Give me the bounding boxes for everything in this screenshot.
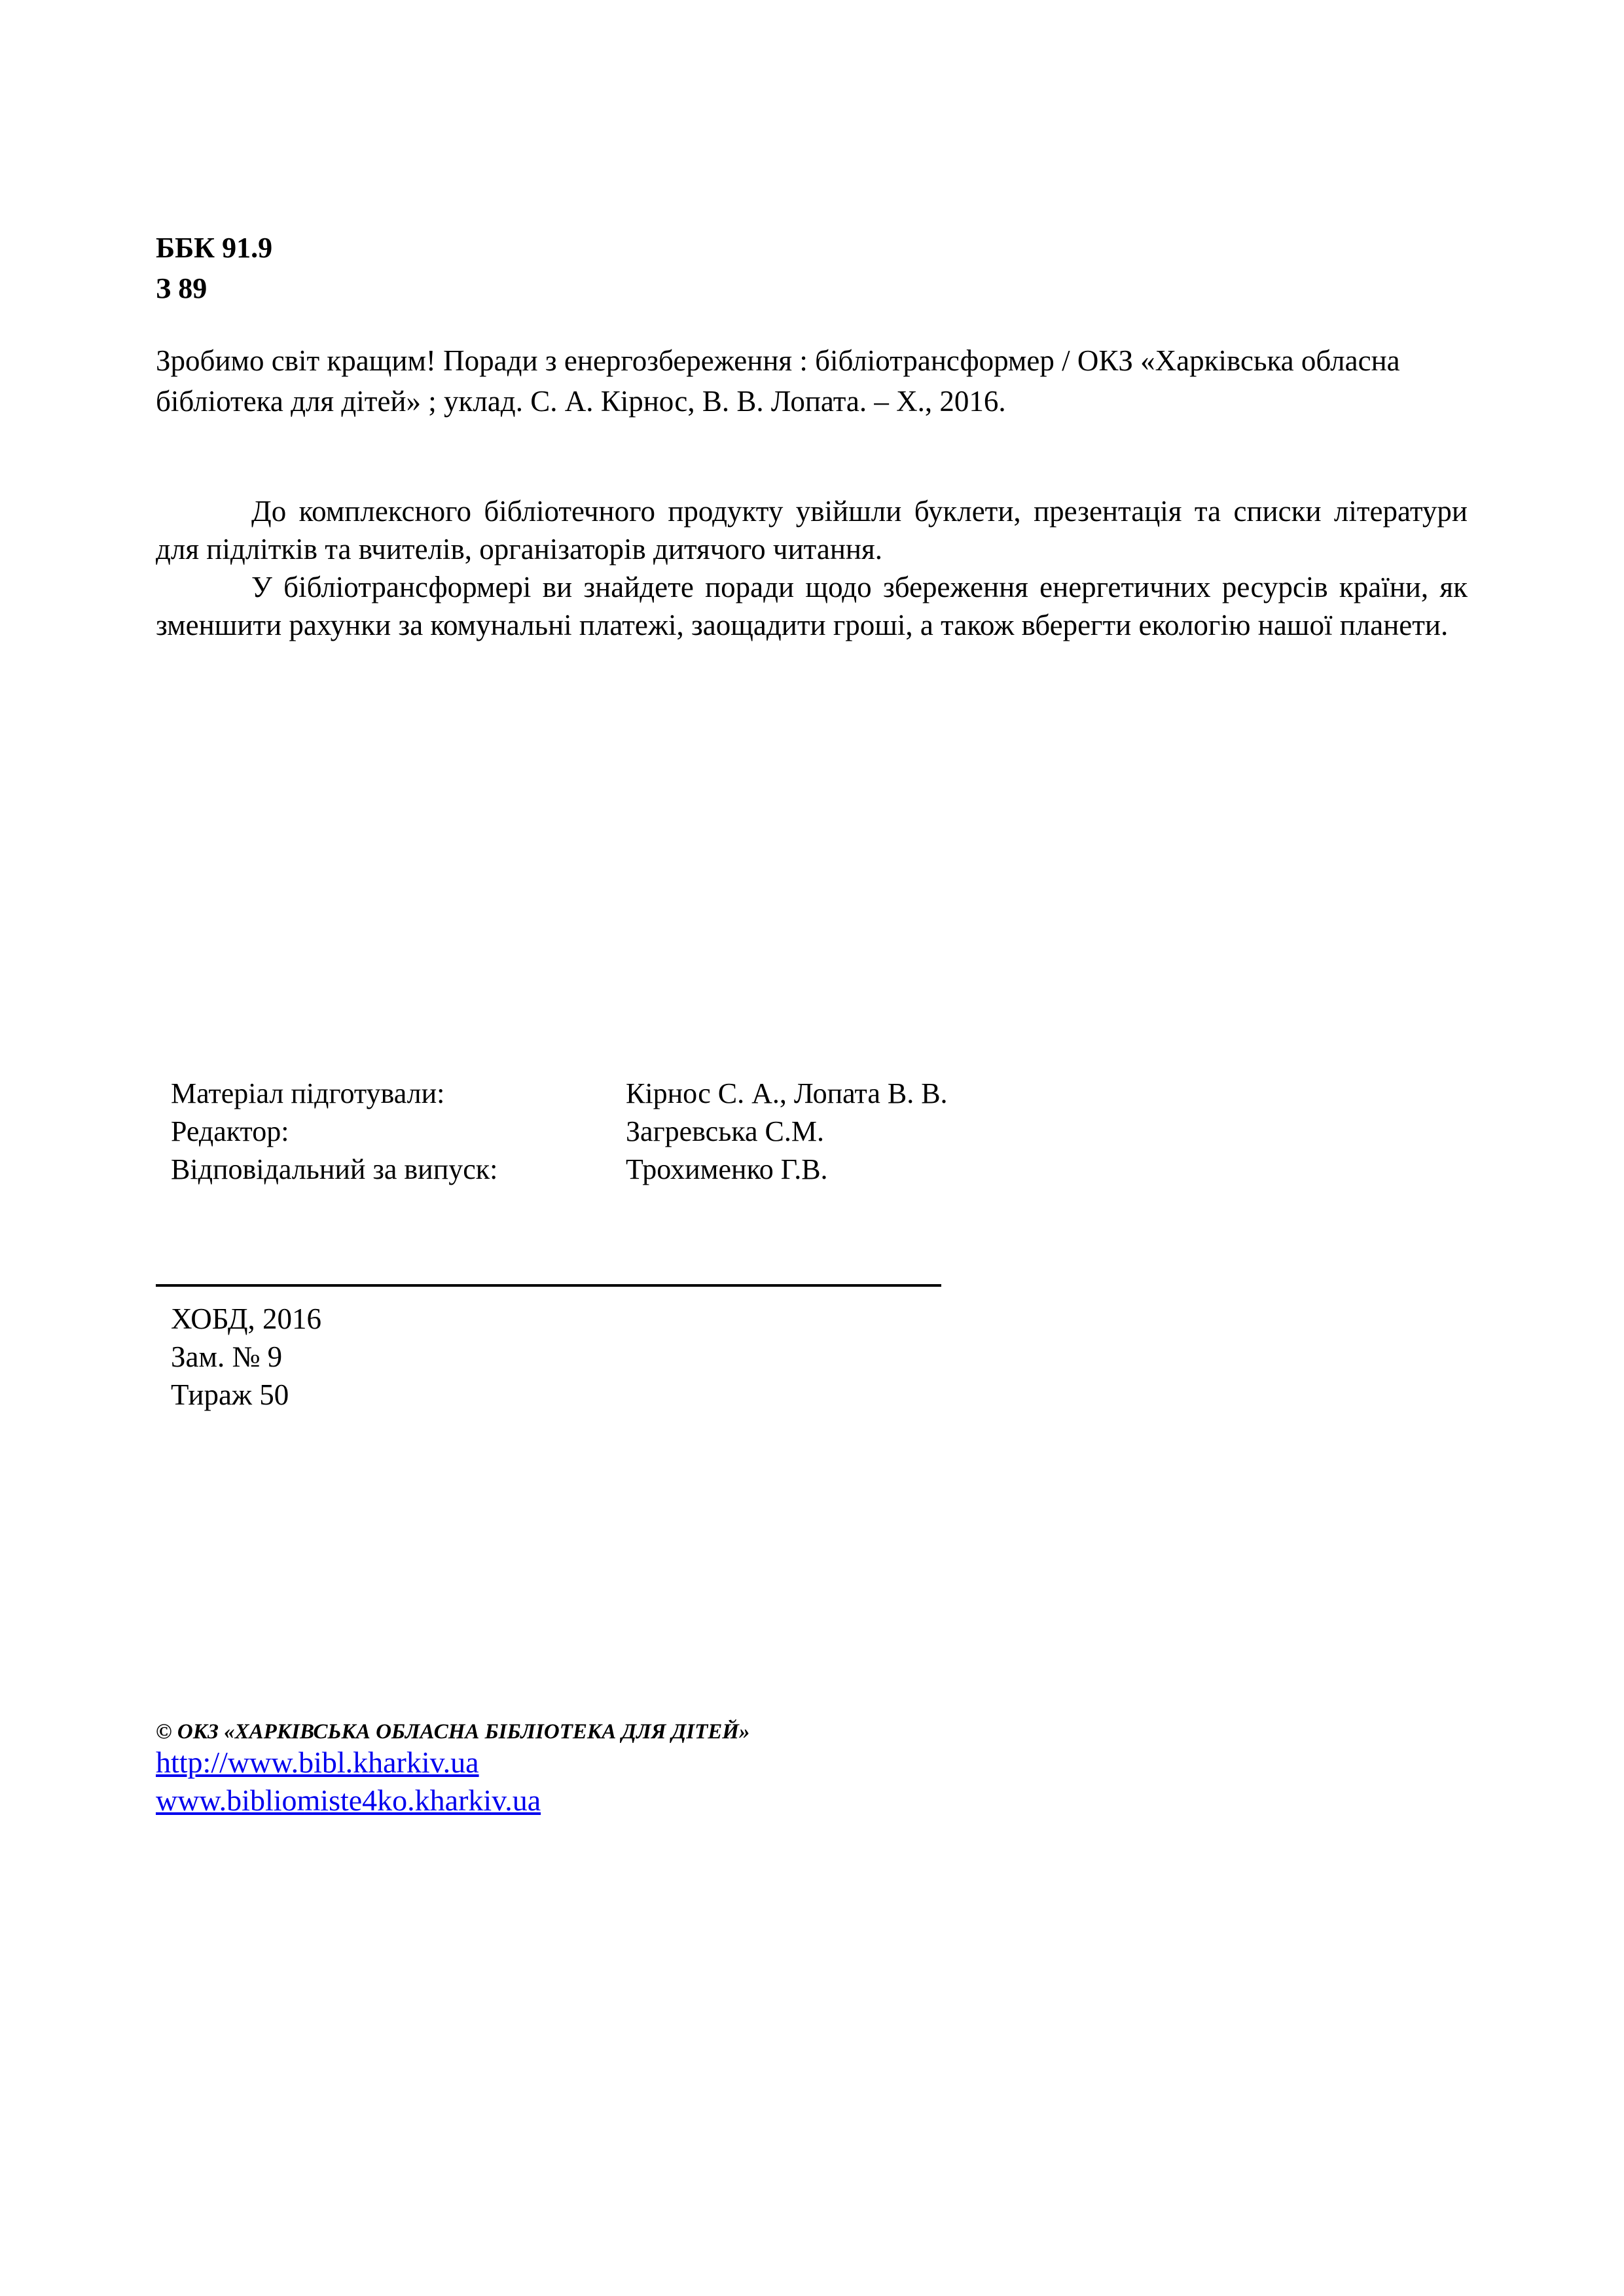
credit-row (171, 1151, 948, 1189)
credit-name: Загревська С.М. (626, 1115, 824, 1147)
bbk-code: ББК 91.9 (156, 232, 273, 264)
credit-name: Трохименко Г.В. (626, 1153, 828, 1185)
website-link[interactable]: http://www.bibl.kharkiv.ua (156, 1746, 479, 1779)
author-mark: З 89 (156, 272, 208, 304)
divider-line (156, 1284, 941, 1287)
print-run: Тираж 50 (171, 1378, 289, 1411)
order-number: Зам. № 9 (171, 1340, 283, 1373)
credit-row (171, 1075, 948, 1113)
credit-role: Відповідальний за випуск: (171, 1153, 498, 1185)
credit-name: Кірнос С. А., Лопата В. В. (626, 1077, 948, 1109)
credit-role: Редактор: (171, 1115, 289, 1147)
bibliographic-citation: Зробимо світ кращим! Поради з енергозбереження : бібліотрансформер / ОКЗ «Харківська обласна бібліотека для дітей» ; уклад. С. А. Кірнос, В. В. Лопата. – Х., 2016. (156, 344, 1400, 418)
credits-list (171, 1075, 948, 1189)
abstract-paragraph: До комплексного бібліотечного продукту увійшли буклети, презентація та списки літератури для підлітків та вчителів, організаторів дитячого читання. (156, 495, 1468, 565)
abstract-paragraph: У бібліотрансформері ви знайдете поради щодо збереження енергетичних ресурсів країни, як зменшити рахунки за комунальні платежі, заощадити гроші, а також вберегти екологію нашої планети. (156, 571, 1468, 641)
abstract (156, 492, 1468, 644)
publisher-year: ХОБД, 2016 (171, 1302, 322, 1335)
imprint (171, 1300, 321, 1414)
website-link[interactable]: www.bibliomiste4ko.kharkiv.ua (156, 1784, 541, 1817)
bbk-classification (156, 228, 272, 309)
website-links (156, 1744, 541, 1820)
credit-role: Матеріал підготували: (171, 1077, 445, 1109)
credit-row (171, 1113, 948, 1151)
copyright-notice: © ОКЗ «ХАРКІВСЬКА ОБЛАСНА БІБЛІОТЕКА ДЛЯ ДІТЕЙ» (156, 1720, 750, 1744)
